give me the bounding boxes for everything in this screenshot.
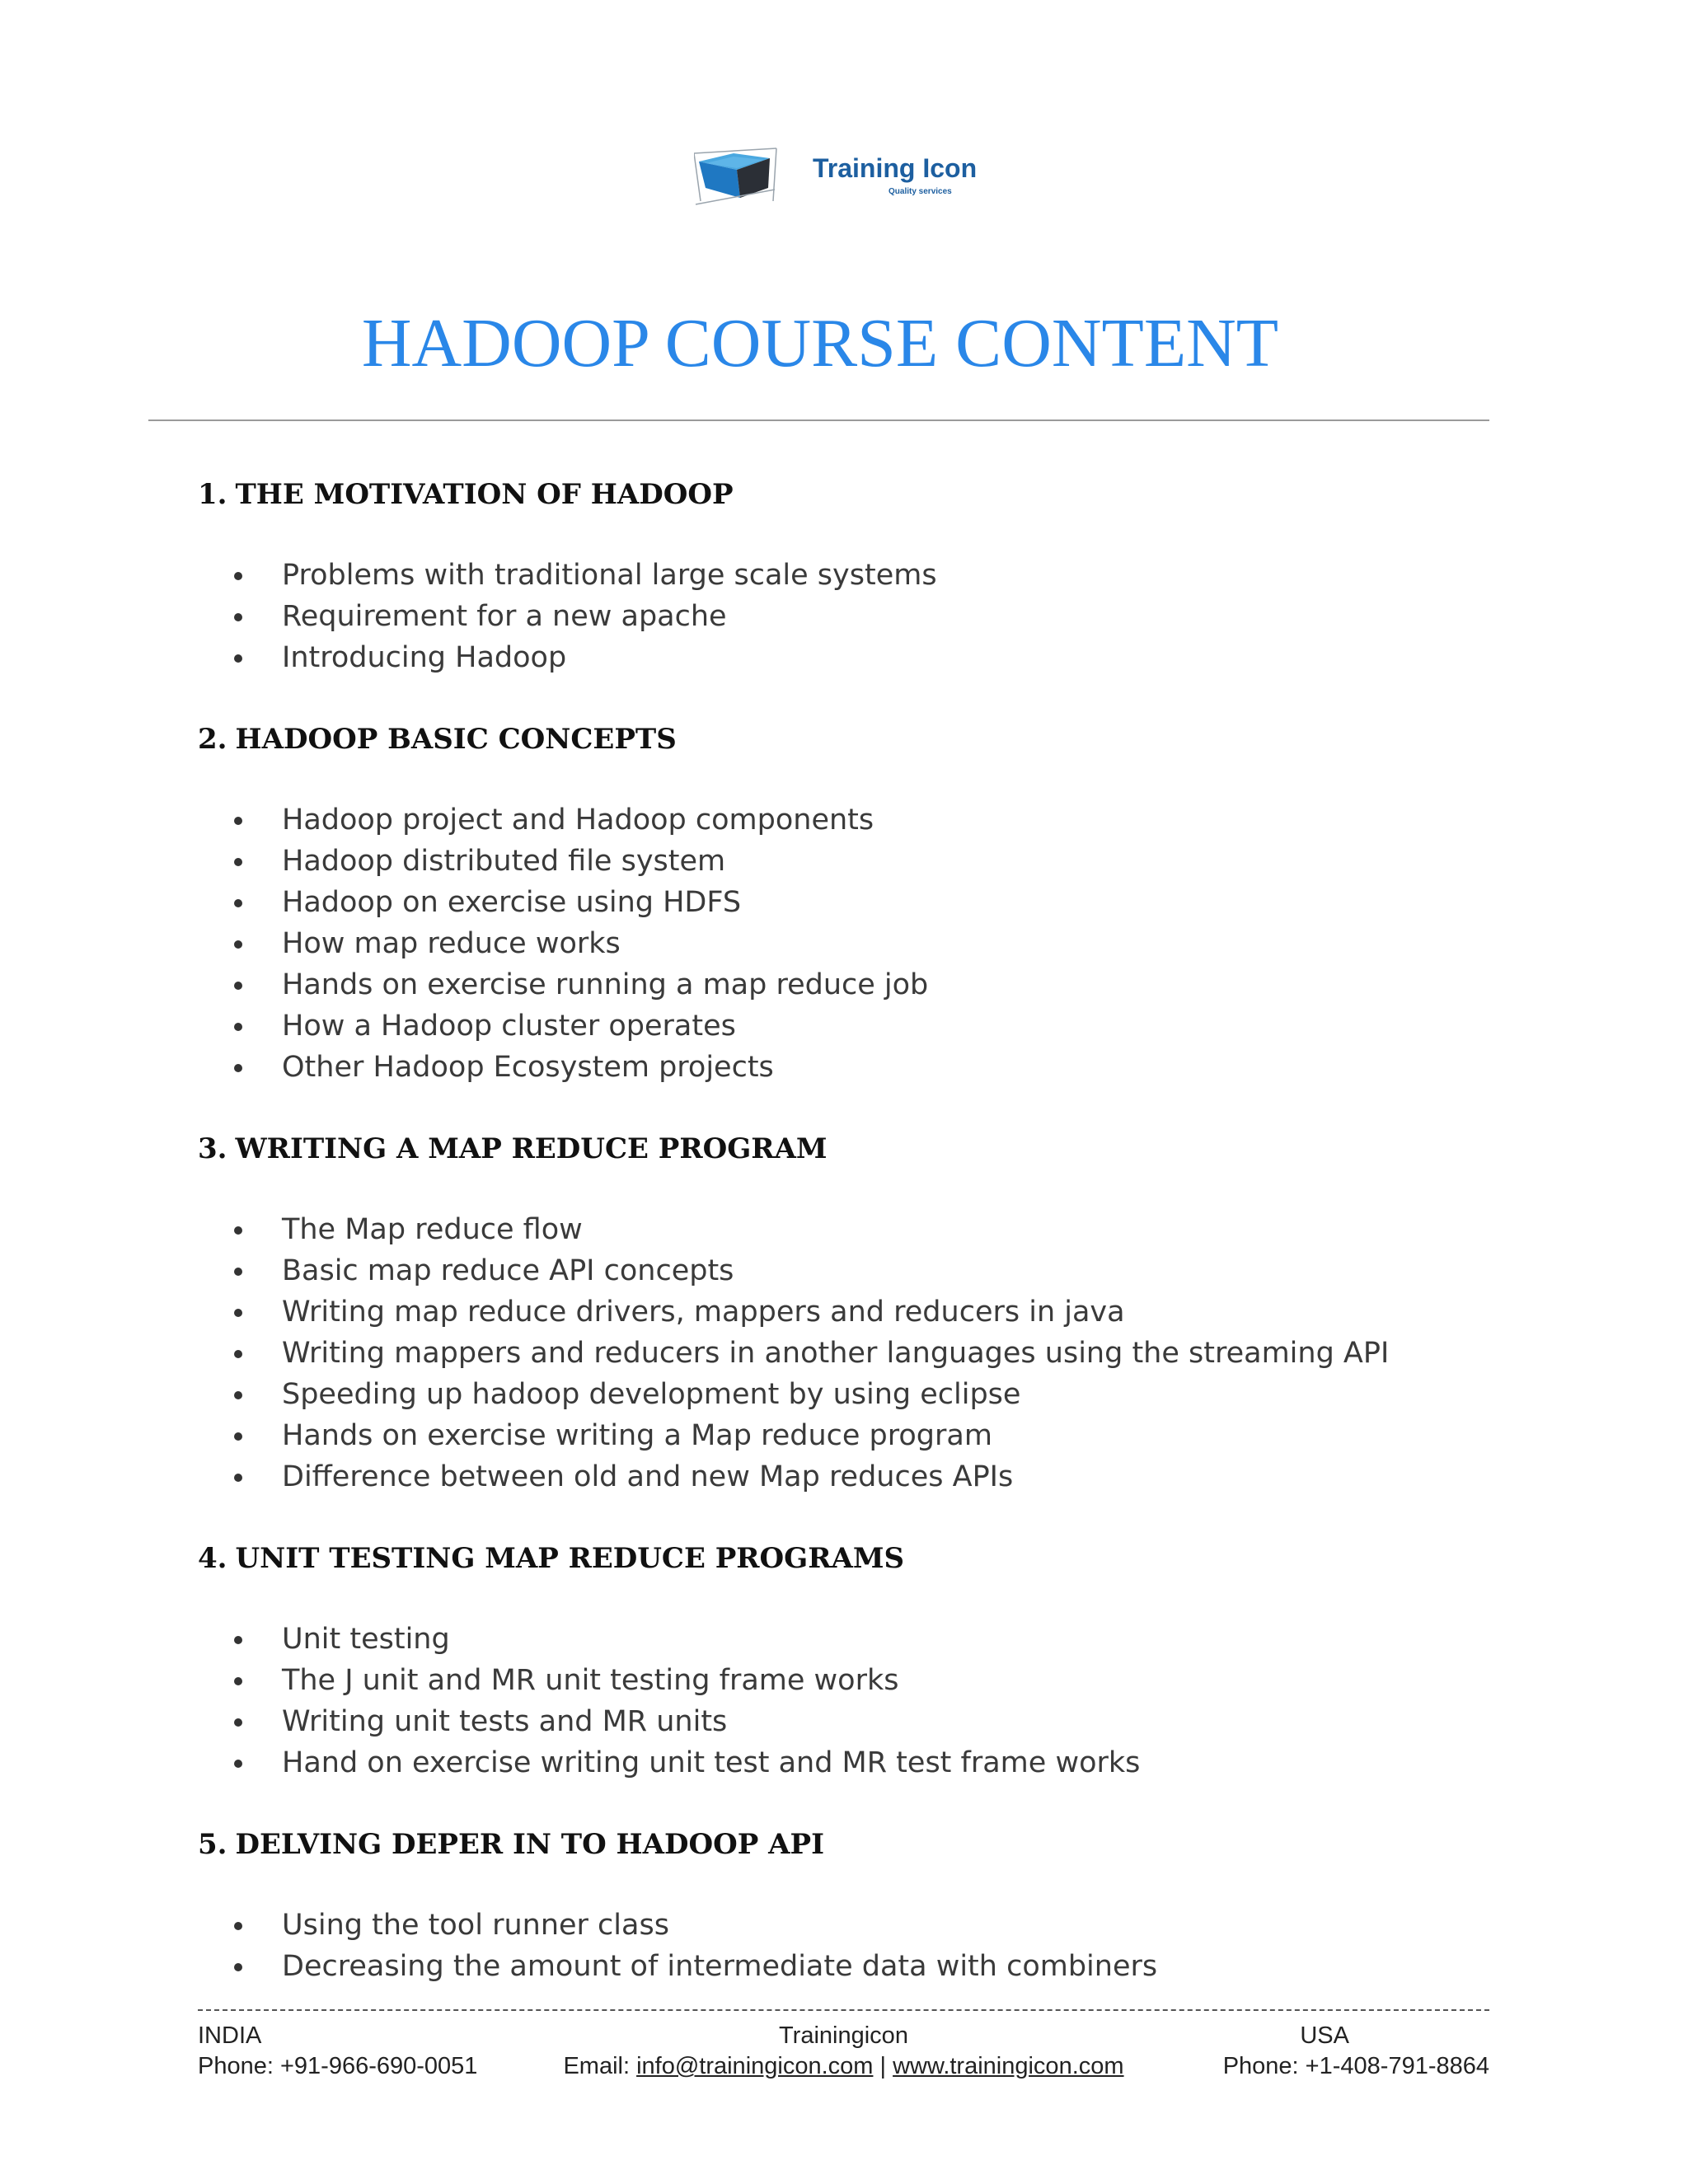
email-link[interactable]: info@trainingicon.com: [636, 2053, 874, 2079]
list-item-text: How a Hadoop cluster operates: [282, 1010, 736, 1043]
section-heading: [198, 1820, 1517, 1869]
section-title: DELVING DEPER IN TO HADOOP API: [235, 1828, 825, 1861]
list-item-text: Other Hadoop Ecosystem projects: [282, 1051, 774, 1084]
topic-list: [198, 799, 1517, 1088]
list-item: [198, 1456, 1517, 1497]
bullet-icon: [234, 817, 242, 825]
link-separator: |: [873, 2053, 893, 2079]
bullet-icon: [234, 1023, 242, 1031]
list-item: [198, 841, 1517, 882]
list-item: [198, 1415, 1517, 1456]
list-item: [198, 1291, 1517, 1333]
list-item: [198, 882, 1517, 923]
list-item-text: Decreasing the amount of intermediate data with combiners: [282, 1950, 1158, 1983]
bullet-icon: [234, 858, 242, 866]
list-item-text: How map reduce works: [282, 927, 621, 960]
list-item: [198, 923, 1517, 964]
section-title: THE MOTIVATION OF HADOOP: [235, 478, 734, 511]
list-item: [198, 1333, 1517, 1374]
title-divider: [148, 419, 1489, 421]
topic-list: [198, 555, 1517, 678]
section-number: 2.: [198, 723, 227, 756]
footer-company: Trainingicon: [779, 2022, 908, 2049]
bullet-icon: [234, 1268, 242, 1276]
list-item-text: Requirement for a new apache: [282, 600, 727, 633]
training-icon-logo: [694, 147, 978, 206]
list-item-text: The J unit and MR unit testing frame works: [282, 1664, 899, 1697]
list-item: [198, 1946, 1517, 1987]
list-item-text: Hands on exercise writing a Map reduce program: [282, 1419, 992, 1452]
topic-list: [198, 1619, 1517, 1783]
section-heading: [198, 1534, 1517, 1583]
bullet-icon: [234, 572, 242, 580]
list-item-text: Hadoop distributed file system: [282, 845, 726, 878]
list-item-text: Speeding up hadoop development by using eclipse: [282, 1378, 1021, 1411]
course-content: [198, 470, 1517, 2023]
topic-list: [198, 1209, 1517, 1497]
topic-list: [198, 1905, 1517, 1987]
list-item: [198, 1660, 1517, 1701]
section-title: UNIT TESTING MAP REDUCE PROGRAMS: [235, 1542, 905, 1575]
list-item: [198, 1250, 1517, 1291]
footer-phone: Phone: +1-408-791-8864: [1222, 2053, 1489, 2079]
list-item: [198, 1209, 1517, 1250]
bullet-icon: [234, 1432, 242, 1441]
list-item-text: Unit testing: [282, 1623, 450, 1656]
footer-usa: [1223, 2021, 1489, 2082]
bullet-icon: [234, 1350, 242, 1358]
bullet-icon: [234, 1760, 242, 1768]
list-item-text: Hand on exercise writing unit test and MR test frame works: [282, 1746, 1141, 1779]
list-item: [198, 1005, 1517, 1047]
section-title: WRITING A MAP REDUCE PROGRAM: [235, 1132, 828, 1165]
list-item-text: Introducing Hadoop: [282, 641, 567, 674]
list-item: [198, 1701, 1517, 1742]
list-item-text: Writing unit tests and MR units: [282, 1705, 728, 1738]
list-item-text: Difference between old and new Map reduces APIs: [282, 1460, 1014, 1493]
section-number: 3.: [198, 1132, 227, 1165]
section-number: 5.: [198, 1828, 227, 1861]
list-item-text: Writing map reduce drivers, mappers and reducers in java: [282, 1296, 1125, 1329]
website-link[interactable]: www.trainingicon.com: [893, 2053, 1124, 2079]
list-item: [198, 1374, 1517, 1415]
bullet-icon: [234, 654, 242, 663]
list-item: [198, 964, 1517, 1005]
bullet-icon: [234, 1474, 242, 1482]
list-item: [198, 555, 1517, 596]
bullet-icon: [234, 1064, 242, 1072]
list-item: [198, 1905, 1517, 1946]
bullet-icon: [234, 1963, 242, 1971]
footer-divider: [198, 2009, 1489, 2011]
section-basic-concepts: [198, 715, 1517, 1088]
list-item-text: Writing mappers and reducers in another languages using the streaming API: [282, 1337, 1390, 1370]
list-item: [198, 1742, 1517, 1783]
page-title: HADOOP COURSE CONTENT: [361, 305, 1279, 382]
list-item-text: Basic map reduce API concepts: [282, 1254, 734, 1287]
section-writing-map-reduce: [198, 1124, 1517, 1497]
section-title: HADOOP BASIC CONCEPTS: [235, 723, 677, 756]
section-heading: [198, 1124, 1517, 1174]
bullet-icon: [234, 899, 242, 907]
list-item-text: The Map reduce flow: [282, 1213, 583, 1246]
footer-region: USA: [1300, 2022, 1349, 2049]
cube-logo-icon: [694, 147, 809, 206]
list-item-text: Using the tool runner class: [282, 1909, 669, 1942]
bullet-icon: [234, 1636, 242, 1644]
bullet-icon: [234, 1922, 242, 1930]
list-item: [198, 799, 1517, 841]
list-item-text: Hands on exercise running a map reduce job: [282, 968, 929, 1001]
section-heading: [198, 715, 1517, 764]
section-hadoop-api: [198, 1820, 1517, 1987]
email-label: Email:: [563, 2053, 637, 2079]
list-item: [198, 1047, 1517, 1088]
section-motivation: [198, 470, 1517, 678]
list-item-text: Problems with traditional large scale systems: [282, 559, 937, 592]
logo-tagline: Quality services: [889, 187, 952, 196]
footer-region: INDIA: [198, 2022, 262, 2049]
bullet-icon: [234, 1391, 242, 1399]
section-heading: [198, 470, 1517, 519]
list-item: [198, 637, 1517, 678]
list-item-text: Hadoop on exercise using HDFS: [282, 886, 742, 919]
list-item: [198, 596, 1517, 637]
bullet-icon: [234, 982, 242, 990]
section-unit-testing: [198, 1534, 1517, 1783]
list-item: [198, 1619, 1517, 1660]
bullet-icon: [234, 613, 242, 621]
section-number: 4.: [198, 1542, 227, 1575]
bullet-icon: [234, 940, 242, 949]
page-footer: [198, 2021, 1489, 2087]
list-item-text: Hadoop project and Hadoop components: [282, 804, 874, 837]
bullet-icon: [234, 1718, 242, 1727]
logo-name: Training Icon: [813, 153, 978, 183]
bullet-icon: [234, 1309, 242, 1317]
section-number: 1.: [198, 478, 227, 511]
footer-phone: Phone: +91-966-690-0051: [198, 2053, 478, 2079]
bullet-icon: [234, 1677, 242, 1685]
bullet-icon: [234, 1226, 242, 1235]
